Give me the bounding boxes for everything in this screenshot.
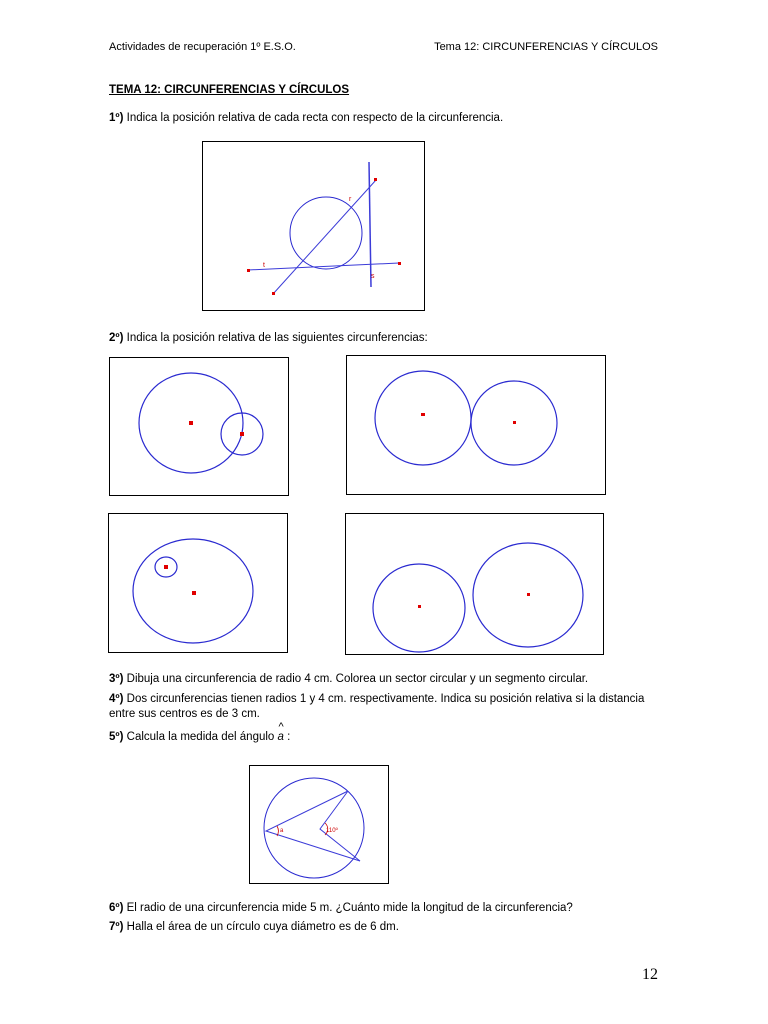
figure-2c-center (164, 565, 168, 569)
figure-1-point (374, 178, 377, 181)
figure-1-label-r: r (349, 196, 352, 203)
figure-1 (202, 141, 425, 311)
figure-1-label-s: s (371, 273, 375, 280)
figure-5-inscribed-angle (266, 791, 360, 861)
question-2-number: 2º) (109, 332, 124, 344)
question-1-number: 1º) (109, 112, 124, 124)
header-left: Actividades de recuperación 1º E.S.O. (109, 41, 296, 53)
figure-2b-tangent (346, 355, 606, 495)
question-4 (109, 692, 661, 722)
figure-5-circle (264, 778, 364, 878)
question-3-number: 3º) (109, 673, 124, 685)
figure-1-point (398, 262, 401, 265)
angle-hat: ^ (278, 721, 284, 733)
angle-a-letter: a (277, 731, 284, 743)
figure-2a-center (240, 432, 244, 436)
figure-2c-interior (108, 513, 288, 653)
figure-1-point (247, 269, 250, 272)
question-2-text: Indica la posición relativa de las siguientes circunferencias: (123, 332, 428, 344)
question-4-text: Dos circunferencias tienen radios 1 y 4 cm. respectivamente. Indica su posición relativa si la distancia entre sus centros es de 3 cm. (109, 693, 645, 720)
figure-2b-center (513, 421, 516, 424)
figure-2b-left-circle (375, 371, 471, 465)
figure-5 (249, 765, 389, 884)
figure-2a-center (189, 421, 193, 425)
question-3-text: Dibuja una circunferencia de radio 4 cm. Colorea un sector circular y un segmento circular. (123, 673, 589, 685)
angle-a-variable (277, 721, 284, 745)
question-7-number: 7º) (109, 921, 124, 933)
question-6 (109, 901, 573, 916)
question-5-text: Calcula la medida del ángulo (123, 731, 278, 743)
figure-2d-center (418, 605, 421, 608)
page-number: 12 (642, 966, 658, 983)
figure-1-label-t: t (263, 262, 265, 269)
figure-5-label-angle: 110º (326, 828, 338, 834)
question-5-number: 5º) (109, 731, 124, 743)
question-3 (109, 672, 588, 687)
question-1-text: Indica la posición relativa de cada recta con respecto de la circunferencia. (123, 112, 504, 124)
figure-2c-center (192, 591, 196, 595)
figure-1-line-s (369, 162, 371, 287)
page-title: TEMA 12: CIRCUNFERENCIAS Y CÍRCULOS (109, 84, 350, 96)
question-5-after: : (283, 731, 291, 743)
question-4-number: 4º) (109, 693, 124, 705)
figure-2a-secant (109, 357, 289, 496)
figure-2d-exterior (345, 513, 604, 655)
question-6-number: 6º) (109, 902, 124, 914)
question-1 (109, 111, 503, 126)
question-5 (109, 721, 291, 745)
question-2 (109, 331, 428, 346)
figure-2b-center (421, 413, 425, 416)
figure-1-point (272, 292, 275, 295)
question-7-text: Halla el área de un círculo cuya diámetro es de 6 dm. (123, 921, 399, 933)
figure-2d-center (527, 593, 530, 596)
question-6-text: El radio de una circunferencia mide 5 m. ¿Cuánto mide la longitud de la circunferencia? (123, 902, 573, 914)
figure-5-label-a: a (280, 828, 284, 834)
header-right: Tema 12: CIRCUNFERENCIAS Y CÍRCULOS (434, 41, 658, 53)
question-7 (109, 920, 399, 935)
